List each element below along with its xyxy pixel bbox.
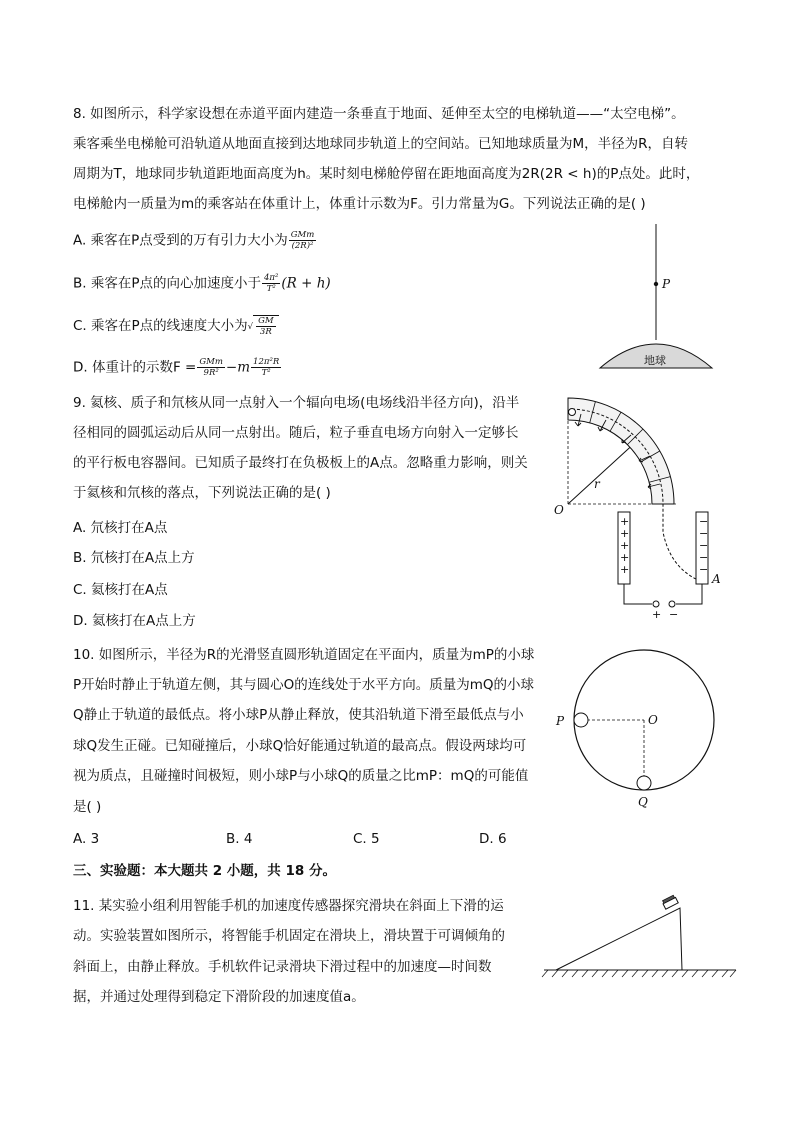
q10-ball-p	[574, 713, 588, 727]
q8-option-a-denominator: (2R)²	[291, 241, 314, 251]
q9-option-b: B. 氘核打在A点上方	[73, 550, 195, 566]
q11-incline-figure	[540, 890, 740, 980]
q9-origin-o-label: O	[554, 503, 564, 517]
q11-line3: 斜面上，由静止释放。手机软件记录滑块下滑过程中的加速度—时间数	[73, 959, 492, 975]
q11-slider-block	[662, 895, 679, 909]
q8-option-a-text: A. 乘客在P点受到的万有引力大小为	[73, 232, 288, 249]
q9-field-region	[568, 398, 674, 504]
q9-plus-mark: +	[620, 539, 630, 552]
q10-label-q: Q	[638, 795, 648, 809]
q8-point-p-label: P	[662, 277, 671, 291]
q8-space-elevator-figure	[596, 222, 716, 372]
q9-terminal-plus-label: +	[652, 608, 662, 621]
q8-option-d-text: D. 体重计的示数F =	[73, 359, 197, 376]
q9-option-c: C. 氦核打在A点	[73, 582, 168, 598]
q8-line2: 乘客乘坐电梯舱可沿轨道从地面直接到达地球同步轨道上的空间站。已知地球质量为M，半径为R，自转	[73, 136, 689, 152]
q9-line4: 于氦核和氘核的落点，下列说法正确的是( )	[73, 485, 331, 501]
q9-minus-mark: −	[699, 563, 709, 576]
q9-terminal-negative	[669, 601, 675, 607]
q8-option-b-numerator: 4π²	[264, 273, 279, 283]
q10-label-o: O	[648, 713, 658, 727]
q9-plus-mark: +	[620, 563, 630, 576]
q11-line2: 动。实验装置如图所示，将智能手机固定在滑块上，滑块置于可调倾角的	[73, 928, 505, 944]
q8-option-c-sqrt: √ $\frac{GM}{3R}$	[248, 315, 279, 337]
q9-radius-r-line	[568, 440, 638, 504]
q10-line5: 视为质点，且碰撞时间极短，则小球P与小球Q的质量之比mP：mQ的可能值	[73, 768, 529, 784]
q8-point-p-dot	[654, 282, 658, 286]
q9-radius-r-label: r	[594, 477, 600, 491]
q8-option-a-numerator: GMm	[290, 230, 315, 240]
q10-ball-q	[637, 776, 651, 790]
q8-option-d-fraction-1	[197, 357, 225, 378]
q11-line1: 11. 某实验小组利用智能手机的加速度传感器探究滑块在斜面上下滑的运	[73, 898, 504, 914]
q9-line2: 径相同的圆弧运动后从同一点射出。随后，粒子垂直电场方向射入一定够长	[73, 425, 519, 441]
q8-option-d-denominator-2: T²	[261, 368, 271, 378]
section-3-heading: 三、实验题：本大题共 2 小题，共 18 分。	[73, 863, 336, 879]
q9-radial-field-figure	[552, 392, 732, 620]
q8-option-a-fraction	[289, 230, 317, 251]
q8-option-b-fraction	[262, 273, 280, 294]
q8-option-b	[73, 273, 331, 294]
q9-plus-mark: +	[620, 527, 630, 540]
q9-minus-mark: −	[699, 527, 709, 540]
q8-option-c	[73, 315, 279, 337]
q8-option-b-denominator: T²	[266, 284, 276, 294]
q9-entry-point	[569, 409, 576, 416]
q9-line3: 的平行板电容器间。已知质子最终打在负极板上的A点。忽略重力影响，则关	[73, 455, 528, 471]
q9-option-d: D. 氦核打在A点上方	[73, 613, 196, 629]
q11-incline-ramp	[556, 908, 682, 970]
q8-option-d-numerator-2: 12π²R	[253, 357, 280, 367]
q10-line3: Q静止于轨道的最低点。将小球P从静止释放，使其沿轨道下滑至最低点与小	[73, 707, 524, 723]
q11-ground-hatch	[542, 970, 736, 977]
q8-option-b-tail: (R + h)	[281, 275, 331, 292]
q8-earth-label: 地球	[644, 354, 666, 367]
q9-line1: 9. 氦核、质子和氘核从同一点射入一个辐向电场(电场线沿半径方向)，沿半	[73, 395, 520, 411]
q9-minus-mark: −	[699, 551, 709, 564]
q8-option-d-fraction-2	[251, 357, 281, 378]
q10-option-b: B. 4	[226, 831, 253, 847]
q10-circular-track-figure	[556, 644, 720, 814]
q10-label-p: P	[556, 714, 565, 728]
q8-option-a	[73, 230, 317, 251]
q9-point-a-label: A	[712, 572, 721, 586]
q8-option-d-denominator-1: 9R²	[203, 368, 219, 378]
q8-option-c-denominator: 3R	[259, 327, 272, 337]
q8-option-c-numerator: GM	[258, 316, 274, 326]
q9-plus-mark: +	[620, 551, 630, 564]
q10-line6: 是( )	[73, 799, 102, 815]
q8-line1: 8. 如图所示，科学家设想在赤道平面内建造一条垂直于地面、延伸至太空的电梯轨道——“太空电梯”。	[73, 106, 685, 122]
q10-line1: 10. 如图所示，半径为R的光滑竖直圆形轨道固定在平面内，质量为mP的小球	[73, 647, 535, 663]
q8-option-d-minus-m: −m	[225, 359, 251, 376]
q10-line2: P开始时静止于轨道左侧，其与圆心O的连线处于水平方向。质量为mQ的小球	[73, 677, 535, 693]
q8-option-b-text: B. 乘客在P点的向心加速度小于	[73, 275, 261, 292]
q9-positive-plate-signs: +	[620, 515, 630, 528]
q9-minus-mark: −	[699, 539, 709, 552]
q8-line4: 电梯舱内一质量为m的乘客站在体重计上，体重计示数为F。引力常量为G。下列说法正确的是( )	[73, 196, 646, 212]
q8-option-d-numerator-1: GMm	[199, 357, 223, 367]
q10-line4: 球Q发生正碰。已知碰撞后，小球Q恰好能通过轨道的最高点。假设两球均可	[73, 738, 527, 754]
q9-terminal-positive	[653, 601, 659, 607]
q8-option-d	[73, 357, 282, 378]
q9-terminal-minus-label: −	[669, 608, 679, 621]
q10-option-d: D. 6	[479, 831, 507, 847]
q9-minus-mark: −	[699, 515, 709, 528]
q10-option-c: C. 5	[353, 831, 380, 847]
q8-option-c-text: C. 乘客在P点的线速度大小为	[73, 318, 248, 334]
q11-line4: 据，并通过处理得到稳定下滑阶段的加速度值a。	[73, 989, 365, 1005]
q9-option-a: A. 氘核打在A点	[73, 520, 168, 536]
q10-option-a: A. 3	[73, 831, 100, 847]
q8-line3: 周期为T，地球同步轨道距地面高度为h。某时刻电梯舱停留在距地面高度为2R(2R < h)的P点处。此时，	[73, 166, 700, 182]
q9-circuit-wire	[624, 584, 702, 604]
